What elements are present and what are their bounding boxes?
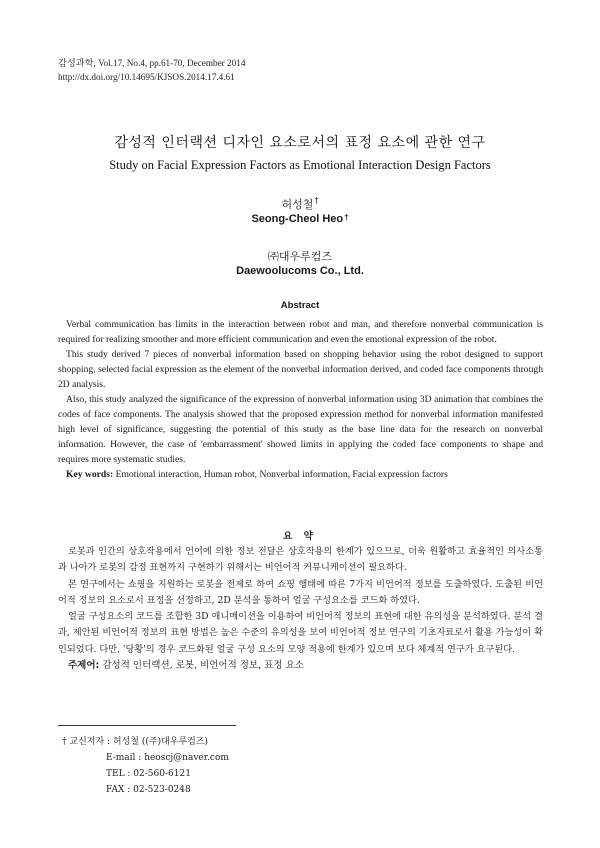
abstract-paragraph: Also, this study analyzed the significance of the expression of nonverbal information using 3D animation that combines the codes of face components. The analysis showed that the proposed expression method for nonverbal information manifested high level of significance, suggesting the potential of this study as the base line data for the research on nonverbal information. However, the case of 'embarrassment' showed limits in applying the coded face components to shape and requires more systematic studies.: [58, 394, 543, 465]
footnote-corresponding-text: 교신저자 : 허성철 ((주)대우루컴즈): [69, 737, 209, 747]
abstract-paragraph: This study derived 7 pieces of nonverbal information based on shopping behavior using the robot designed to support shopping, selected facial expression as the element of the nonverbal information derived, and coded face components through 2D analysis.: [58, 349, 543, 390]
footnote-divider: [58, 725, 236, 726]
korean-summary-heading: 요 약: [283, 531, 317, 542]
corresponding-mark: †: [314, 196, 319, 205]
korean-summary-paragraph: 얼굴 구성요소의 코드를 조합한 3D 애니메이션을 이용하여 비언어적 정보의 표현에 대한 유의성을 분석하였다. 분석 결과, 제안된 비언어적 정보의 표현 방법은 높은 수준의 유의성을 보여 비언어적 정보 연구의 기초자료로서 활용 가능성이 확인되었다. 다만, '당황'의 경우 코드화된 얼굴 구성 요소의 모양 적용에 한계가 있으며 보다 체계적 연구가 요구된다.: [58, 611, 543, 655]
affiliation-korean: ㈜대우루컴즈: [267, 250, 333, 263]
korean-summary-body: [58, 544, 543, 674]
korean-summary-paragraph: 본 연구에서는 쇼핑을 지원하는 로봇을 전제로 하여 쇼핑 행태에 따른 7가지 비언어적 정보를 도출하였다. 도출된 비언어적 정보의 요소로서 표정을 선정하고, 2D 분석을 통하여 얼굴 구성요소를 코드화 하였다.: [58, 578, 543, 606]
author-name-korean-text: 허성철: [281, 198, 314, 211]
korean-keywords-text: 감성적 인터랙션, 로봇, 비언어적 정보, 표정 요소: [102, 660, 304, 672]
keywords-text: Emotional interaction, Human robot, Nonverbal information, Facial expression factors: [115, 469, 448, 480]
footnote-mark: †: [62, 737, 67, 747]
journal-header: [58, 56, 245, 84]
footnote-tel: TEL : 02-560-6121: [106, 769, 191, 779]
journal-citation: 감성과학, Vol.17, No.4, pp.61-70, December 2014: [58, 58, 246, 68]
corresponding-author-footnote: [62, 734, 229, 798]
korean-summary-paragraph: 로봇과 인간의 상호작용에서 언어에 의한 정보 전달은 상호작용의 한계가 있으므로, 더욱 원활하고 효율적인 의사소통과 나아가 로봇의 감정 표현까지 구현하기 위해서는 비언어적 커뮤니케이션이 필요하다.: [58, 546, 543, 574]
paper-title-korean: 감성적 인터랙션 디자인 요소로서의 표정 요소에 관한 연구: [114, 135, 486, 151]
affiliation-english: Daewoolucoms Co., Ltd.: [236, 265, 364, 277]
abstract-paragraph: Verbal communication has limits in the interaction between robot and man, and therefore nonverbal communication is required for realizing smoother and more efficient communication and even the emotional expression of the robot.: [58, 319, 543, 345]
footnote-fax: FAX : 02-523-0248: [106, 785, 191, 795]
footnote-email[interactable]: E-mail : heoscj@naver.com: [106, 753, 229, 763]
corresponding-mark: †: [344, 213, 349, 222]
paper-title-english: Study on Facial Expression Factors as Emotional Interaction Design Factors: [109, 158, 491, 172]
keywords-line: [58, 467, 543, 482]
korean-keywords-label: 주제어:: [68, 660, 100, 672]
footnote-corresponding: [62, 734, 229, 750]
author-name-english-text: Seong-Cheol Heo: [251, 213, 344, 225]
author-name-english: [0, 213, 600, 225]
abstract-body: [58, 317, 543, 482]
doi-link[interactable]: http://dx.doi.org/10.14695/KJSOS.2014.17.4.61: [58, 72, 235, 82]
abstract-heading: Abstract: [280, 300, 320, 311]
author-name-korean: [0, 196, 600, 212]
keywords-label: Key words:: [66, 469, 114, 480]
korean-keywords-line: [58, 658, 543, 674]
